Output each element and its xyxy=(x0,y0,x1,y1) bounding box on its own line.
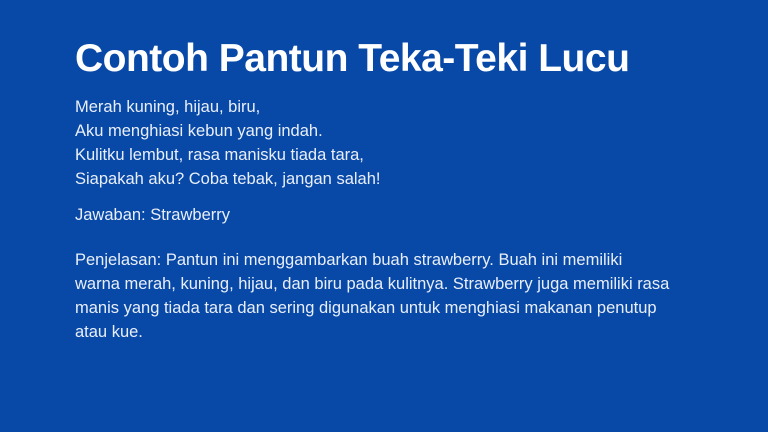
pantun-line-3: Kulitku lembut, rasa manisku tiada tara, xyxy=(75,145,364,164)
pantun-stanza xyxy=(75,95,708,191)
pantun-line-1: Merah kuning, hijau, biru, xyxy=(75,97,261,116)
explanation-line-3: manis yang tiada tara dan sering digunakan untuk menghiasi makanan penutup xyxy=(75,298,657,317)
pantun-line-2: Aku menghiasi kebun yang indah. xyxy=(75,121,323,140)
explanation-line-2: warna merah, kuning, hijau, dan biru pada kulitnya. Strawberry juga memiliki rasa xyxy=(75,274,670,293)
explanation-paragraph xyxy=(75,248,708,344)
answer-text: Jawaban: Strawberry xyxy=(75,205,230,224)
explanation-line-4: atau kue. xyxy=(75,322,143,341)
explanation-line-1: Penjelasan: Pantun ini menggambarkan buah strawberry. Buah ini memiliki xyxy=(75,250,623,269)
page-title: Contoh Pantun Teka-Teki Lucu xyxy=(75,37,630,80)
pantun-line-4: Siapakah aku? Coba tebak, jangan salah! xyxy=(75,169,381,188)
